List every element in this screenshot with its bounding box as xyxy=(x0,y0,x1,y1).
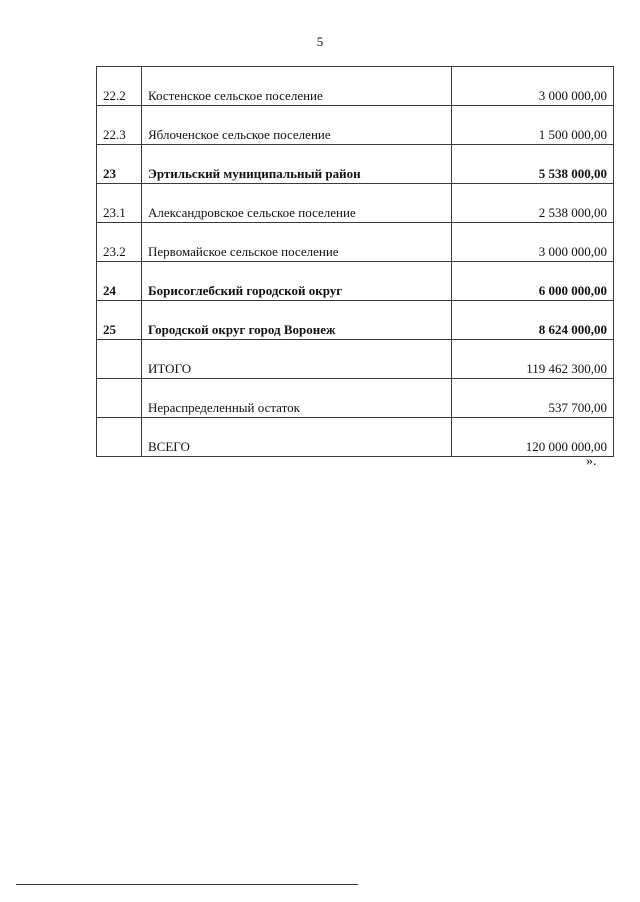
row-number: 23.2 xyxy=(97,223,142,262)
table-row xyxy=(97,184,614,223)
table-row xyxy=(97,262,614,301)
row-name: Городской округ город Воронеж xyxy=(142,301,452,340)
row-number: 24 xyxy=(97,262,142,301)
table-row xyxy=(97,145,614,184)
row-amount: 8 624 000,00 xyxy=(452,301,614,340)
budget-table xyxy=(96,66,614,457)
row-name: Эртильский муниципальный район xyxy=(142,145,452,184)
row-name: Нераспределенный остаток xyxy=(142,379,452,418)
row-name: Костенское сельское поселение xyxy=(142,67,452,106)
row-amount: 3 000 000,00 xyxy=(452,67,614,106)
footnote-divider xyxy=(16,884,358,885)
row-name: Первомайское сельское поселение xyxy=(142,223,452,262)
row-name: ИТОГО xyxy=(142,340,452,379)
row-amount: 1 500 000,00 xyxy=(452,106,614,145)
table-row xyxy=(97,340,614,379)
row-amount: 6 000 000,00 xyxy=(452,262,614,301)
row-name: Яблоченское сельское поселение xyxy=(142,106,452,145)
closing-quote-mark: ». xyxy=(586,454,597,469)
row-number: 23 xyxy=(97,145,142,184)
row-number xyxy=(97,418,142,457)
row-name: ВСЕГО xyxy=(142,418,452,457)
row-number: 22.2 xyxy=(97,67,142,106)
table-row xyxy=(97,418,614,457)
row-amount: 3 000 000,00 xyxy=(452,223,614,262)
row-number: 23.1 xyxy=(97,184,142,223)
row-number xyxy=(97,379,142,418)
table-row xyxy=(97,223,614,262)
row-amount: 119 462 300,00 xyxy=(452,340,614,379)
row-name: Александровское сельское поселение xyxy=(142,184,452,223)
row-amount: 537 700,00 xyxy=(452,379,614,418)
row-number xyxy=(97,340,142,379)
row-amount: 120 000 000,00 xyxy=(452,418,614,457)
row-number: 25 xyxy=(97,301,142,340)
row-amount: 5 538 000,00 xyxy=(452,145,614,184)
page-number: 5 xyxy=(316,34,324,49)
table-row xyxy=(97,301,614,340)
row-number: 22.3 xyxy=(97,106,142,145)
row-name: Борисоглебский городской округ xyxy=(142,262,452,301)
table-row xyxy=(97,106,614,145)
row-amount: 2 538 000,00 xyxy=(452,184,614,223)
table-row xyxy=(97,67,614,106)
table-row xyxy=(97,379,614,418)
